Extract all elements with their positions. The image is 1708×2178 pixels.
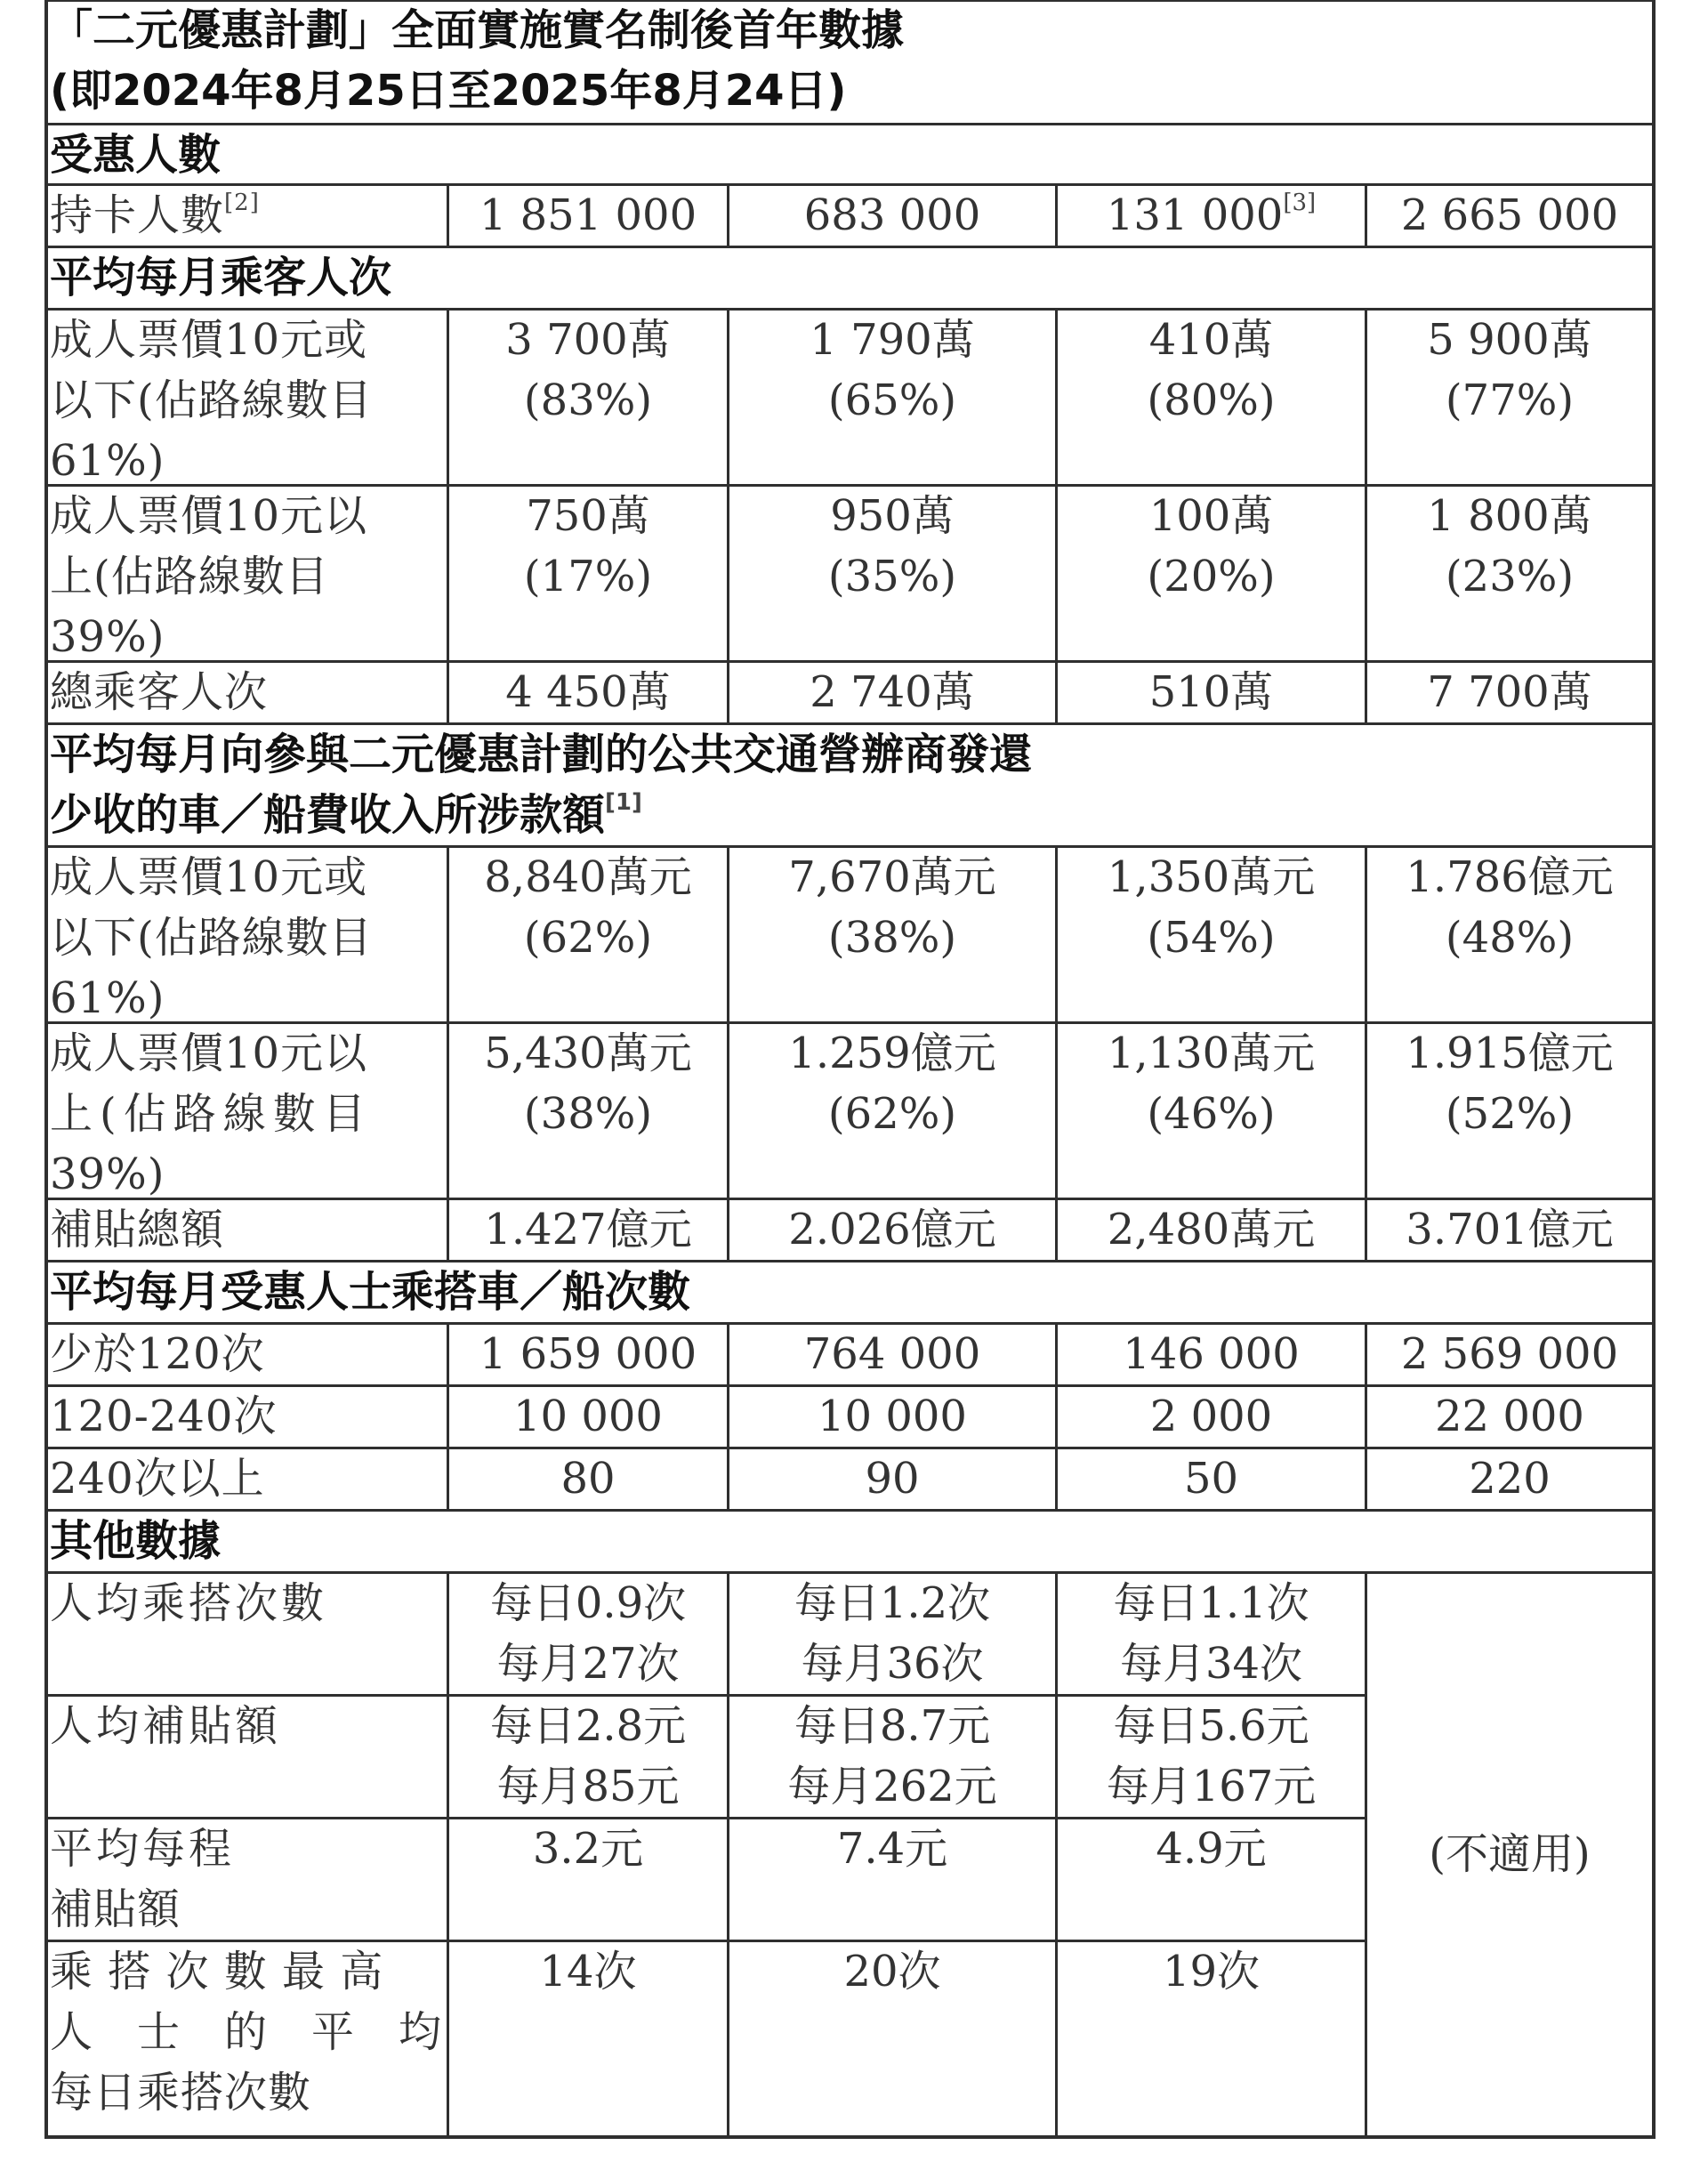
table-cell: 1 659 000: [479, 1329, 697, 1379]
row-label: 人 士 的 平 均: [50, 2007, 443, 2057]
section-title: 平均每月向參與二元優惠計劃的公共交通營辦商發還: [50, 730, 1033, 779]
table-cell: 每日8.7元: [794, 1701, 991, 1751]
table-cell: 4 450萬: [505, 667, 671, 717]
row-label: 39%): [50, 1150, 165, 1199]
table-cell: 7,670萬元: [788, 852, 996, 902]
table-cell: 1 800萬: [1427, 491, 1592, 541]
table-cell: (52%): [1445, 1089, 1575, 1139]
table-cell: (35%): [827, 552, 957, 601]
table-cell: 每日1.2次: [794, 1578, 991, 1628]
row-label: 39%): [50, 612, 165, 662]
table-cell: 每日1.1次: [1113, 1578, 1309, 1628]
table-cell: 2 740萬: [810, 667, 975, 717]
table-subtitle: (即2024年8月25日至2025年8月24日): [50, 66, 847, 116]
table-cell: 19次: [1162, 1947, 1261, 1996]
row-label: 成人票價10元以: [50, 491, 368, 541]
table-cell: 每日0.9次: [489, 1578, 687, 1628]
merged-cell-not-applicable: (不適用): [1429, 1829, 1591, 1879]
table-cell: 20次: [843, 1947, 941, 1996]
table-cell: (77%): [1445, 375, 1575, 425]
row-label: 上(佔路線數目: [50, 552, 329, 601]
table-cell: 3.701億元: [1406, 1205, 1614, 1254]
table-cell: (54%): [1147, 913, 1276, 963]
table-cell: 10 000: [513, 1392, 663, 1441]
section-title: 平均每月乘客人次: [50, 253, 392, 302]
table-cell: 146 000: [1123, 1329, 1300, 1379]
row-divider: [44, 1509, 1656, 1512]
table-cell: 50: [1183, 1454, 1239, 1504]
table-cell: 每月36次: [801, 1639, 984, 1689]
table-cell: 2,480萬元: [1107, 1205, 1316, 1254]
table-cell: 90: [865, 1454, 920, 1504]
table-cell: 每月34次: [1119, 1639, 1303, 1689]
table-cell: (23%): [1445, 552, 1575, 601]
table-cell: 7 700萬: [1427, 667, 1592, 717]
table-cell: (17%): [523, 552, 653, 601]
table-cell: 5 900萬: [1427, 315, 1592, 365]
table-cell: (62%): [827, 1089, 957, 1139]
section-title: 平均每月受惠人士乘搭車／船次數: [50, 1267, 691, 1317]
table-cell: (46%): [1147, 1089, 1276, 1139]
data-table: [44, 0, 1656, 2139]
table-cell: 764 000: [803, 1329, 981, 1379]
table-cell: (62%): [523, 913, 653, 963]
footnote-ref: [3]: [1283, 190, 1317, 216]
table-cell: 750萬: [526, 491, 650, 541]
row-label: 補貼總額: [50, 1205, 225, 1254]
row-divider: [44, 123, 1656, 125]
row-label: 61%): [50, 436, 165, 486]
table-cell: 4.9元: [1156, 1824, 1267, 1874]
table-cell: 1,350萬元: [1107, 852, 1316, 902]
table-cell: 每月85元: [496, 1762, 680, 1811]
table-cell: 410萬: [1148, 315, 1274, 365]
footnote-ref: [2]: [224, 190, 260, 216]
table-cell: 8,840萬元: [484, 852, 692, 902]
table-cell: 2 569 000: [1400, 1329, 1619, 1379]
row-label: 240次以上: [50, 1454, 265, 1504]
table-cell: 131 000[3]: [1106, 190, 1317, 240]
table-cell: 10 000: [818, 1392, 967, 1441]
row-label: 人均乘搭次數: [50, 1578, 328, 1628]
table-cell: 220: [1469, 1454, 1551, 1504]
table-cell: (65%): [827, 375, 957, 425]
table-cell: 683 000: [803, 190, 981, 240]
table-cell: 1 790萬: [810, 315, 975, 365]
table-cell: 14次: [539, 1947, 637, 1996]
table-cell: 每月262元: [787, 1762, 997, 1811]
row-label: 61%): [50, 973, 165, 1023]
table-cell: 3 700萬: [505, 315, 671, 365]
table-cell: 1.427億元: [484, 1205, 692, 1254]
section-title: 其他數據: [50, 1516, 222, 1566]
table-cell: 每月27次: [496, 1639, 680, 1689]
row-label: 以下(佔路線數目: [50, 913, 373, 963]
row-label: 上(佔路線數目: [50, 1089, 373, 1139]
table-cell: 5,430萬元: [484, 1028, 692, 1078]
table-title: 「二元優惠計劃」全面實施實名制後首年數據: [50, 5, 905, 55]
table-cell: (80%): [1147, 375, 1276, 425]
table-cell: (20%): [1147, 552, 1276, 601]
table-cell: 1,130萬元: [1107, 1028, 1316, 1078]
table-cell: 1.259億元: [788, 1028, 996, 1078]
table-cell: 3.2元: [532, 1824, 644, 1874]
row-label: 少於120次: [50, 1329, 265, 1379]
row-label: 補貼額: [50, 1884, 181, 1934]
table-cell: (38%): [827, 913, 957, 963]
table-cell: (48%): [1445, 913, 1575, 963]
row-label: 持卡人數[2]: [50, 190, 260, 240]
table-cell: 每月167元: [1106, 1762, 1317, 1811]
table-cell: 22 000: [1435, 1392, 1584, 1441]
table-border-right: [1652, 0, 1656, 2139]
table-cell: 1.786億元: [1406, 852, 1614, 902]
table-cell: (38%): [523, 1089, 653, 1139]
row-label: 乘 搭 次 數 最 高: [50, 1947, 384, 1996]
row-label: 總乘客人次: [50, 667, 269, 717]
row-label: 以下(佔路線數目: [50, 375, 373, 425]
table-cell: 2 000: [1149, 1392, 1273, 1441]
row-label: 120-240次: [50, 1392, 278, 1441]
row-label: 人均補貼額: [50, 1701, 282, 1751]
table-cell: 80: [560, 1454, 616, 1504]
table-cell: 950萬: [830, 491, 955, 541]
table-cell: 100萬: [1148, 491, 1274, 541]
table-cell: 2.026億元: [788, 1205, 996, 1254]
table-cell: 每日2.8元: [489, 1701, 687, 1751]
row-label: 平均每程: [50, 1824, 236, 1874]
row-label: 每日乘搭次數: [50, 2068, 312, 2118]
table-border-bottom: [44, 2135, 1656, 2139]
table-cell: 2 665 000: [1400, 190, 1619, 240]
table-cell: 每日5.6元: [1113, 1701, 1309, 1751]
row-label: 成人票價10元或: [50, 315, 368, 365]
table-cell: (83%): [523, 375, 653, 425]
table-cell: 1 851 000: [479, 190, 697, 240]
table-cell: 510萬: [1148, 667, 1274, 717]
section-title: 少收的車／船費收入所涉款額[1]: [50, 789, 642, 840]
table-cell: 7.4元: [836, 1824, 948, 1874]
table-cell: 1.915億元: [1406, 1028, 1614, 1078]
row-label: 成人票價10元以: [50, 1028, 368, 1078]
row-label: 成人票價10元或: [50, 852, 368, 902]
footnote-ref: [1]: [605, 789, 642, 816]
section-title: 受惠人數: [50, 130, 222, 180]
